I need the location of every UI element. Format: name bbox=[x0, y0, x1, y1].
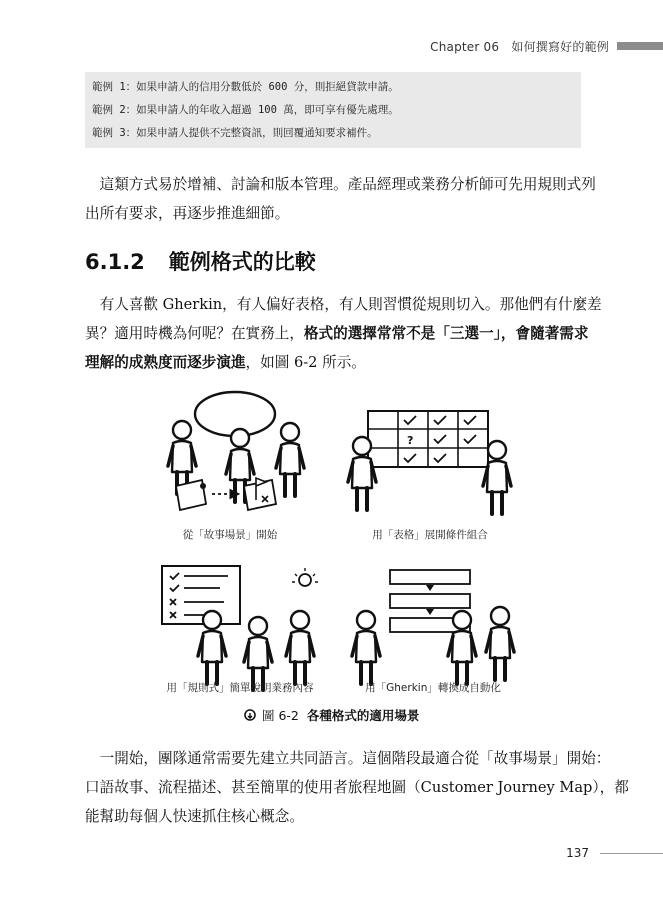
person-icon bbox=[286, 611, 314, 684]
figure-illustration bbox=[140, 388, 530, 698]
paragraph-intro bbox=[85, 170, 596, 228]
paragraph-text: ，如圖 6-2 所示。 bbox=[245, 354, 366, 371]
svg-text:?: ? bbox=[407, 434, 414, 447]
person-icon bbox=[483, 441, 511, 514]
panel-gherkin bbox=[352, 570, 514, 684]
figure-caption bbox=[244, 706, 419, 724]
panel-table bbox=[348, 411, 511, 514]
caption-table: 用「表格」展開條件組合 bbox=[372, 529, 488, 541]
panel-story bbox=[168, 392, 304, 510]
bold-emphasis: 理解的成熟度而逐步演進 bbox=[85, 354, 246, 371]
figure-arrow-icon bbox=[244, 709, 256, 721]
figure-title-text: 各種格式的適用場景 bbox=[306, 708, 420, 723]
paragraph-line: 出所有要求，再逐步推進細節。 bbox=[85, 205, 290, 222]
code-line: 範例 3：如果申請人提供不完整資訊，則回覆通知要求補件。 bbox=[92, 127, 378, 139]
footer-rule bbox=[600, 853, 663, 854]
chapter-title: Chapter 06 如何撰寫好的範例 bbox=[430, 39, 609, 54]
section-number: 6.1.2 bbox=[85, 250, 145, 274]
code-line: 範例 1：如果申請人的信用分數低於 600 分，則拒絕貸款申請。 bbox=[92, 81, 399, 93]
caption-gherkin: 用「Gherkin」轉換成自動化 bbox=[365, 682, 501, 694]
paragraph-line: 能幫助每個人快速抓住核心概念。 bbox=[85, 808, 304, 825]
caption-rules: 用「規則式」簡單說明業務內容 bbox=[166, 682, 314, 694]
person-icon bbox=[198, 611, 226, 684]
paragraph-line bbox=[85, 319, 589, 348]
bold-emphasis: 格式的選擇常常不是「三選一」，會隨著需求 bbox=[303, 325, 589, 342]
section-heading bbox=[85, 246, 316, 276]
paragraph-comparison bbox=[85, 290, 602, 377]
flow-step-icon bbox=[390, 594, 470, 608]
person-icon bbox=[276, 423, 304, 496]
section-title: 範例格式的比較 bbox=[168, 250, 316, 274]
page-number: 137 bbox=[566, 846, 589, 860]
code-box bbox=[85, 72, 581, 148]
paragraph-line: 這類方式易於增補、討論和版本管理。產品經理或業務分析師可先用規則式列 bbox=[85, 176, 596, 193]
paragraph-common-language bbox=[85, 744, 629, 831]
paragraph-line: 有人喜歡 Gherkin，有人偏好表格，有人則習慣從規則切入。那他們有什麼差 bbox=[85, 296, 602, 313]
person-icon bbox=[486, 607, 514, 680]
figure-label: 圖 6-2 bbox=[262, 708, 299, 723]
code-line: 範例 2：如果申請人的年收入超過 100 萬，即可享有優先處理。 bbox=[92, 104, 399, 116]
person-icon bbox=[352, 611, 380, 684]
person-icon bbox=[448, 611, 476, 684]
person-icon bbox=[348, 437, 376, 510]
lightbulb-icon bbox=[299, 574, 311, 586]
paragraph-line: 口語故事、流程描述、甚至簡單的使用者旅程地圖（Customer Journey Map），都 bbox=[85, 779, 629, 796]
panel-rules bbox=[162, 566, 318, 690]
header-bar bbox=[617, 42, 663, 50]
running-header bbox=[430, 38, 663, 54]
flow-step-icon bbox=[390, 570, 470, 584]
figure-6-2 bbox=[140, 388, 530, 698]
caption-story: 從「故事場景」開始 bbox=[182, 529, 278, 541]
paragraph-line: 一開始，團隊通常需要先建立共同語言。這個階段最適合從「故事場景」開始： bbox=[85, 750, 611, 767]
paragraph-line bbox=[85, 348, 581, 377]
paragraph-text: 異？適用時機為何呢？在實務上， bbox=[85, 325, 304, 342]
